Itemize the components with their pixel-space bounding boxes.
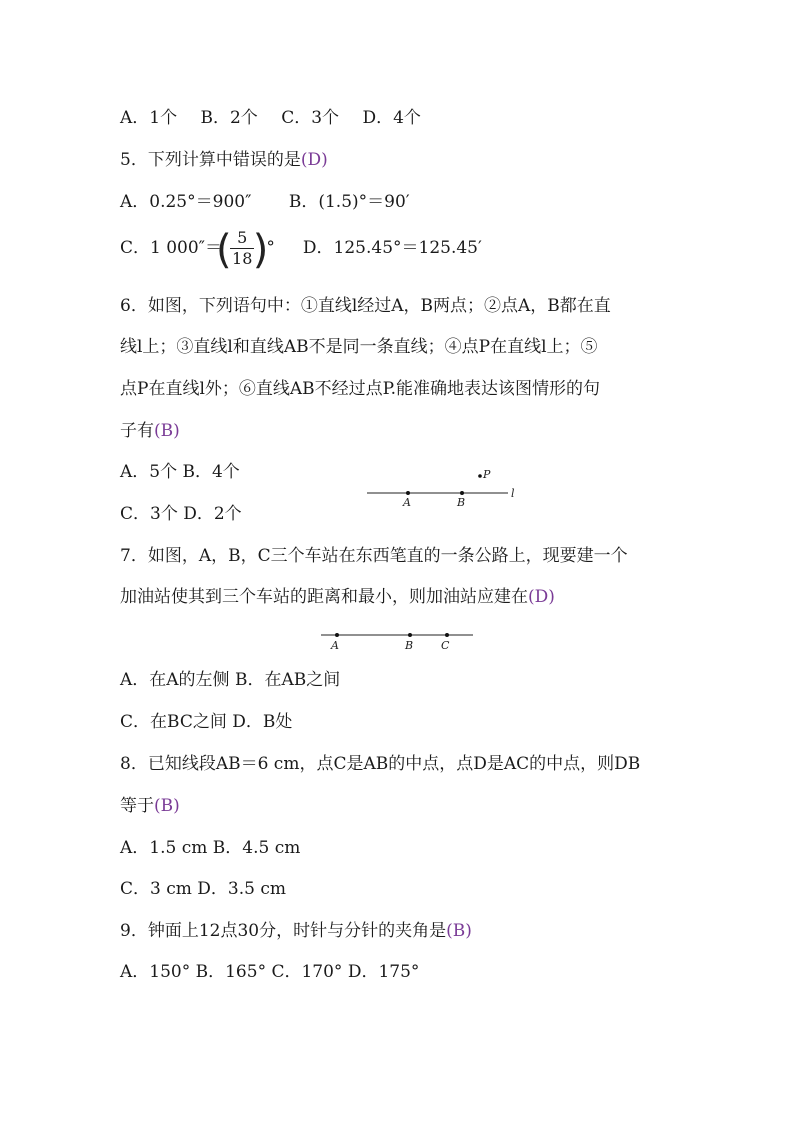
point-a xyxy=(335,633,339,637)
q5-answer: (D) xyxy=(300,150,328,170)
q8-options-ab: A．1.5 cm B．4.5 cm xyxy=(120,838,301,858)
q6-line-4 xyxy=(120,420,180,442)
q8-line-2 xyxy=(120,795,180,817)
q8-line-1: 8．已知线段AB＝6 cm，点C是AB的中点，点D是AC的中点，则DB xyxy=(120,754,641,774)
q6-line-4-text: 子有 xyxy=(120,421,154,441)
q5-stem xyxy=(120,149,328,171)
label-p: P xyxy=(483,468,491,481)
q5-option-a: A．0.25°＝900″ xyxy=(120,192,252,212)
q7-figure xyxy=(318,625,478,655)
q6-figure xyxy=(360,465,530,510)
label-b: B xyxy=(405,639,414,652)
q9-stem-text: 9．钟面上12点30分，时针与分针的夹角是 xyxy=(120,921,447,941)
label-l: l xyxy=(511,487,515,500)
q9-stem xyxy=(120,920,472,942)
q4-option-d: D．4个 xyxy=(362,108,421,128)
q5-option-b: B．(1.5)°＝90′ xyxy=(288,192,410,212)
q8-line-2-text: 等于 xyxy=(120,796,154,816)
q7-line-2-text: 加油站使其到三个车站的距离和最小，则加油站应建在 xyxy=(120,587,528,607)
q4-option-a: A．1个 xyxy=(120,108,178,128)
q4-option-c: C．3个 xyxy=(281,108,340,128)
fraction-numerator: 5 xyxy=(230,228,254,249)
q8-answer: (B) xyxy=(154,796,180,816)
q4-option-b: B．2个 xyxy=(200,108,258,128)
q9-answer: (B) xyxy=(446,921,472,941)
q5-stem-text: 5．下列计算中错误的是 xyxy=(120,150,301,170)
q5-option-d: D．125.45°＝125.45′ xyxy=(302,238,482,258)
q7-line-1: 7．如图，A，B，C三个车站在东西笔直的一条公路上，现要建一个 xyxy=(120,546,628,566)
label-a: A xyxy=(331,639,339,652)
q6-line-2: 线l上；③直线l和直线AB不是同一条直线；④点P在直线l上；⑤ xyxy=(120,337,598,357)
point-b xyxy=(460,491,464,495)
point-b xyxy=(408,633,412,637)
point-p xyxy=(478,474,482,478)
label-a: A xyxy=(403,496,411,509)
q6-answer: (B) xyxy=(154,421,180,441)
q5-options-ab xyxy=(120,191,410,213)
point-c xyxy=(445,633,449,637)
q6-line-1: 6．如图，下列语句中：①直线l经过A，B两点；②点A，B都在直 xyxy=(120,296,611,316)
q5-options-cd xyxy=(120,226,482,273)
q8-options-cd: C．3 cm D．3.5 cm xyxy=(120,879,286,899)
q5-option-c-fraction: ( 5 18 ) xyxy=(216,227,269,273)
q7-line-2 xyxy=(120,586,555,608)
label-c: C xyxy=(441,639,450,652)
fraction-denominator: 18 xyxy=(232,249,253,268)
q5-option-c-suffix: ° xyxy=(266,238,275,258)
q7-options-ab: A．在A的左侧 B．在AB之间 xyxy=(120,670,341,690)
q9-options: A．150° B．165° C．170° D．175° xyxy=(120,962,420,982)
label-b: B xyxy=(457,496,466,509)
q7-answer: (D) xyxy=(528,587,555,607)
q6-options-ab: A．5个 B．4个 xyxy=(120,462,240,482)
q5-option-c-prefix: C．1 000″＝ xyxy=(120,238,223,258)
q7-options-cd: C．在BC之间 D．B处 xyxy=(120,712,293,732)
point-a xyxy=(406,491,410,495)
q6-line-3: 点P在直线l外；⑥直线AB不经过点P.能准确地表达该图情形的句 xyxy=(120,379,601,399)
q4-options xyxy=(120,107,421,129)
q6-options-cd: C．3个 D．2个 xyxy=(120,504,242,524)
